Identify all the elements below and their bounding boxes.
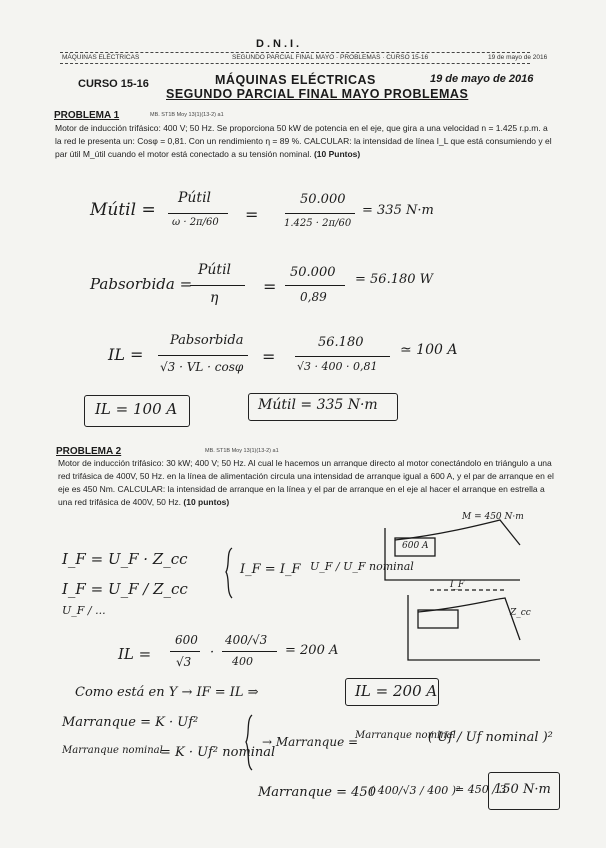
p1-answer-m: Mútil = 335 N·m bbox=[258, 397, 378, 413]
problem2-points: (10 puntos) bbox=[183, 497, 230, 507]
p1-i-eq: = bbox=[262, 347, 276, 366]
p2-l5: Como está en Y → IF = IL ⇒ bbox=[75, 685, 259, 700]
p2-l6: Marranque = K · Uf² bbox=[62, 715, 199, 730]
p2-l4-n2: 400/√3 bbox=[225, 633, 268, 647]
p1-p-eq: = bbox=[263, 277, 277, 296]
sketch-label-if: I_F bbox=[450, 580, 465, 590]
problem2-ref: MB. ST1B Moy 13(1)(13-2) a1 bbox=[205, 448, 279, 454]
p2-l7a: Marranque nominal bbox=[62, 745, 163, 756]
header-left-label: MÁQUINAS ELÉCTRICAS bbox=[62, 54, 140, 61]
problem2-title: PROBLEMA 2 bbox=[56, 446, 122, 457]
exam-title: MÁQUINAS ELÉCTRICAS bbox=[215, 73, 376, 87]
p1-i-label: IL = bbox=[108, 345, 144, 364]
sketch-label-z: Z_cc bbox=[510, 608, 531, 618]
sketch-label-600: 600 A bbox=[402, 541, 429, 551]
sketch-curve-lower bbox=[418, 598, 520, 640]
p2-l4-d2: 400 bbox=[232, 655, 253, 668]
p1-i-result: ≃ 100 A bbox=[400, 342, 458, 358]
p2-l7b: = K · Uf² nominal bbox=[160, 745, 276, 760]
dni-label: D.N.I. bbox=[256, 38, 303, 50]
p1-p-den: η bbox=[210, 290, 219, 306]
p2-l9a: Marranque = 450 bbox=[258, 785, 376, 800]
exam-subtitle: SEGUNDO PARCIAL FINAL MAYO PROBLEMAS bbox=[166, 87, 469, 101]
problem1-ref: MB. ST1B Moy 13(1)(13-2) a1 bbox=[150, 112, 224, 118]
p2-answer-il: IL = 200 A bbox=[355, 682, 438, 700]
p2-l2b: U_F / ... bbox=[62, 604, 106, 617]
p2-l8a: → Marranque = bbox=[262, 735, 359, 749]
p1-m-den2: 1.425 · 2π/60 bbox=[284, 218, 352, 229]
p2-l4-d1: √3 bbox=[176, 655, 192, 669]
p1-i-den: √3 · VL · cosφ bbox=[160, 360, 244, 374]
p2-l9c: = 450 / 3 bbox=[455, 783, 507, 796]
sketch-axis-upper bbox=[385, 528, 520, 580]
p2-l8c: ( Uf / Uf nominal )² bbox=[428, 730, 553, 745]
exam-date: 19 de mayo de 2016 bbox=[430, 73, 534, 85]
p2-answer-m: 150 N·m bbox=[494, 782, 551, 797]
p1-i-den2: √3 · 400 · 0,81 bbox=[297, 360, 378, 373]
p1-m-label: Mútil = bbox=[90, 200, 156, 220]
p2-l4-n1: 600 bbox=[175, 633, 198, 647]
p2-l4-label: IL = bbox=[118, 645, 152, 663]
problem2-statement-1: Motor de inducción trifásico: 30 kW; 400 V; 50 Hz. Al cual le hacemos un arranque directo al motor conectándolo en triángulo a una red trifásica de 400V, 50 Hz. en la línea de alimentación circula una intensidad de arranque igual a 600 A, y el par de arranque en el eje es 450 Nm. bbox=[58, 458, 554, 494]
p1-m-eq: = bbox=[245, 205, 259, 224]
sketch-brace-2 bbox=[246, 715, 252, 770]
p2-l4-result: = 200 A bbox=[285, 643, 339, 658]
p2-l1: I_F = U_F · Z_cc bbox=[62, 550, 188, 568]
problem1-title: PROBLEMA 1 bbox=[54, 110, 120, 121]
p1-i-num: Pabsorbida bbox=[170, 333, 244, 348]
p2-l9b: ( 400/√3 / 400 )² bbox=[370, 784, 461, 797]
course-label: CURSO 15-16 bbox=[78, 78, 149, 90]
problem1-points: (10 Puntos) bbox=[313, 149, 361, 159]
header-right-label: 19 de mayo de 2016 bbox=[488, 54, 548, 61]
p2-l8b: Marranque nominal bbox=[355, 730, 456, 741]
sketch-box-lower bbox=[418, 610, 458, 628]
p1-p-den2: 0,89 bbox=[300, 290, 327, 304]
p1-m-result: = 335 N·m bbox=[362, 203, 434, 218]
sketch-brace-1 bbox=[226, 548, 232, 598]
p1-p-result: = 56.180 W bbox=[355, 272, 434, 287]
problem2-statement-2: CALCULAR: la intensidad de arranque en la línea y el par de arranque en el eje al hacer el arranque en estrella a una red trifásica de 400V, 50 Hz. bbox=[58, 484, 545, 507]
p1-m-num2: 50.000 bbox=[300, 192, 346, 207]
p1-i-num2: 56.180 bbox=[318, 335, 364, 350]
p2-l4-times: · bbox=[210, 645, 215, 660]
problem1-statement-2: CALCULAR: la intensidad de línea I_L que está consumiendo y el par útil M_útil cuando el motor está conectado a su tensión nominal. bbox=[55, 136, 552, 159]
p2-brace-b: U_F / U_F nominal bbox=[310, 560, 414, 573]
p1-p-num: Pútil bbox=[198, 262, 232, 278]
p1-p-num2: 50.000 bbox=[290, 265, 336, 280]
p2-brace-a: I_F = I_F bbox=[240, 562, 301, 577]
p1-p-label: Pabsorbida = bbox=[90, 275, 193, 293]
header-mid-label: SEGUNDO PARCIAL FINAL MAYO · PROBLEMAS · CURSO 15-16 bbox=[232, 54, 429, 61]
problem1-statement-1: Motor de inducción trifásico: 400 V; 50 Hz. Se proporciona 50 kW de potencia en el eje, que gira a una velocidad n = 1.425 r.p.m. a la red le presenta un: Cosφ = 0,81. Con un rendimiento η = 89 %. bbox=[55, 123, 548, 146]
p1-m-den: ω · 2π/60 bbox=[172, 217, 219, 228]
p2-l2a: I_F = U_F / Z_cc bbox=[62, 580, 188, 598]
p1-m-num: Pútil bbox=[178, 190, 212, 206]
sketch-label-m: M = 450 N·m bbox=[462, 512, 524, 522]
p1-answer-i: IL = 100 A bbox=[95, 400, 178, 418]
